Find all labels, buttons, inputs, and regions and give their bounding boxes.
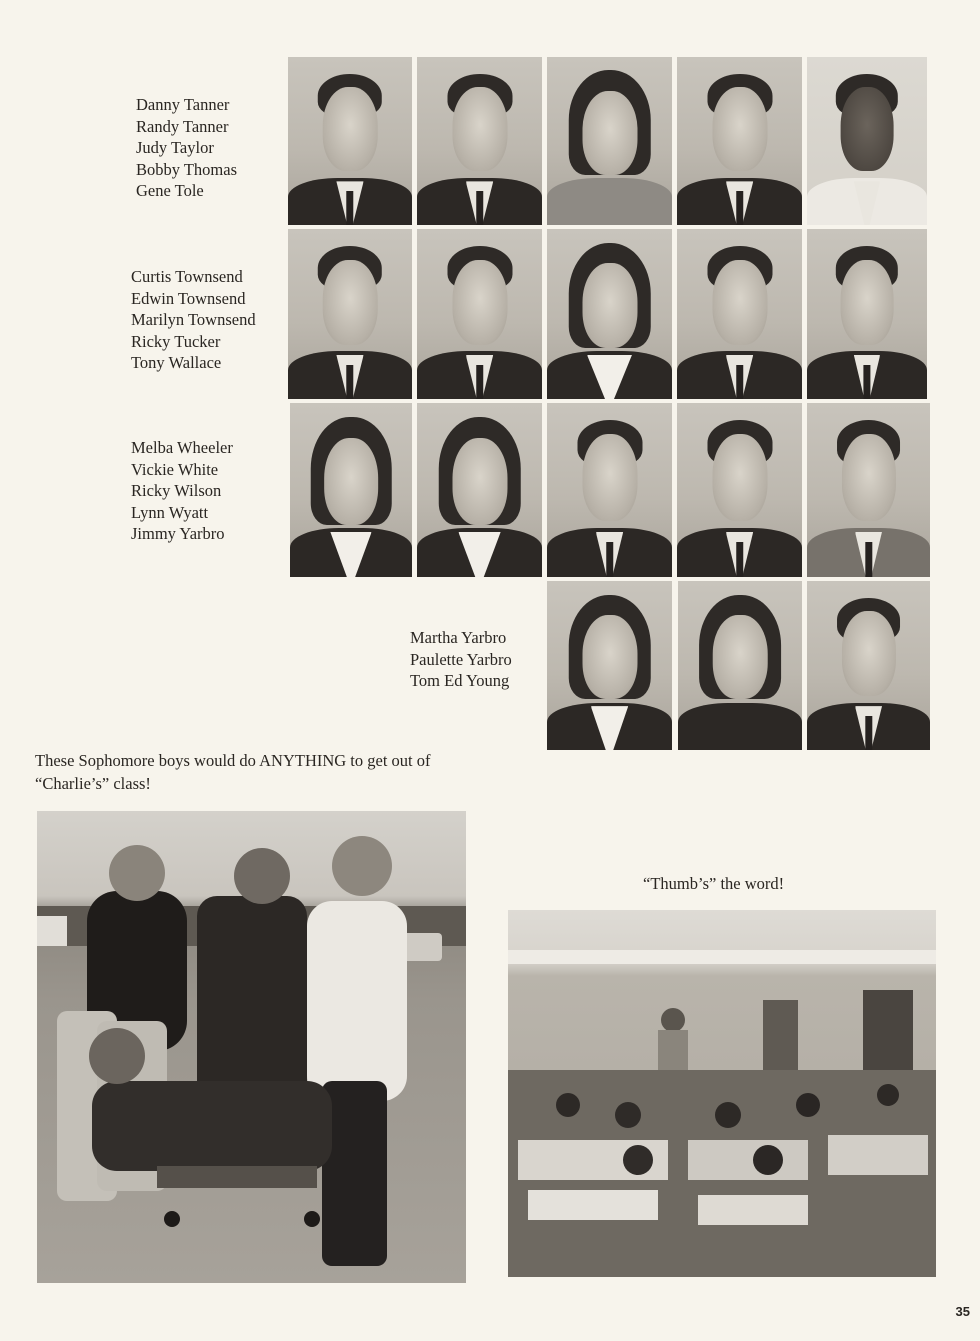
student-name: Marilyn Townsend: [131, 310, 256, 329]
student-name: Edwin Townsend: [131, 288, 246, 308]
portrait-photo: [288, 229, 412, 399]
student-name: Vickie White: [131, 459, 219, 479]
sophomore-boys-photo: [37, 811, 466, 1283]
portrait-photo: [807, 229, 927, 399]
name-list-row-3: [131, 437, 233, 545]
name-list-row-2: [131, 266, 256, 374]
portrait-photo: [417, 229, 542, 399]
portrait-photo: [677, 403, 802, 577]
portrait-photo: [417, 403, 542, 577]
thumbs-caption: “Thumb’s” the word!: [643, 874, 785, 893]
portrait-photo: [807, 57, 927, 225]
student-name: Tony Wallace: [131, 353, 222, 372]
name-list-row-4: [410, 627, 512, 692]
student-name: Curtis Townsend: [131, 267, 243, 286]
portrait-photo: [547, 403, 672, 577]
portrait-photo: [417, 57, 542, 225]
student-name: Danny Tanner: [136, 95, 230, 114]
student-name: Martha Yarbro: [410, 628, 507, 647]
portrait-photo: [547, 581, 672, 750]
student-name: Tom Ed Young: [410, 671, 510, 690]
student-name: Paulette Yarbro: [410, 649, 512, 669]
student-name: Bobby Thomas: [136, 159, 237, 179]
student-name: Lynn Wyatt: [131, 502, 209, 522]
name-list-row-1: [136, 94, 237, 202]
typing-class-photo: [508, 910, 936, 1277]
portrait-photo: [547, 229, 672, 399]
page-number: 35: [955, 1304, 970, 1319]
portrait-photo: [290, 403, 412, 577]
portrait-photo: [678, 581, 802, 750]
portrait-photo: [677, 57, 802, 225]
student-name: Ricky Tucker: [131, 331, 221, 351]
portrait-photo: [677, 229, 802, 399]
portrait-photo: [807, 581, 930, 750]
student-name: Jimmy Yarbro: [131, 524, 225, 543]
portrait-photo: [547, 57, 672, 225]
student-name: Melba Wheeler: [131, 438, 233, 457]
portrait-photo: [807, 403, 930, 577]
student-name: Gene Tole: [136, 181, 204, 200]
sophomore-boys-caption: These Sophomore boys would do ANYTHING to get out of “Charlie’s” class!: [35, 751, 431, 793]
student-name: Ricky Wilson: [131, 481, 222, 500]
student-name: Judy Taylor: [136, 138, 214, 157]
portrait-photo: [288, 57, 412, 225]
student-name: Randy Tanner: [136, 116, 229, 136]
